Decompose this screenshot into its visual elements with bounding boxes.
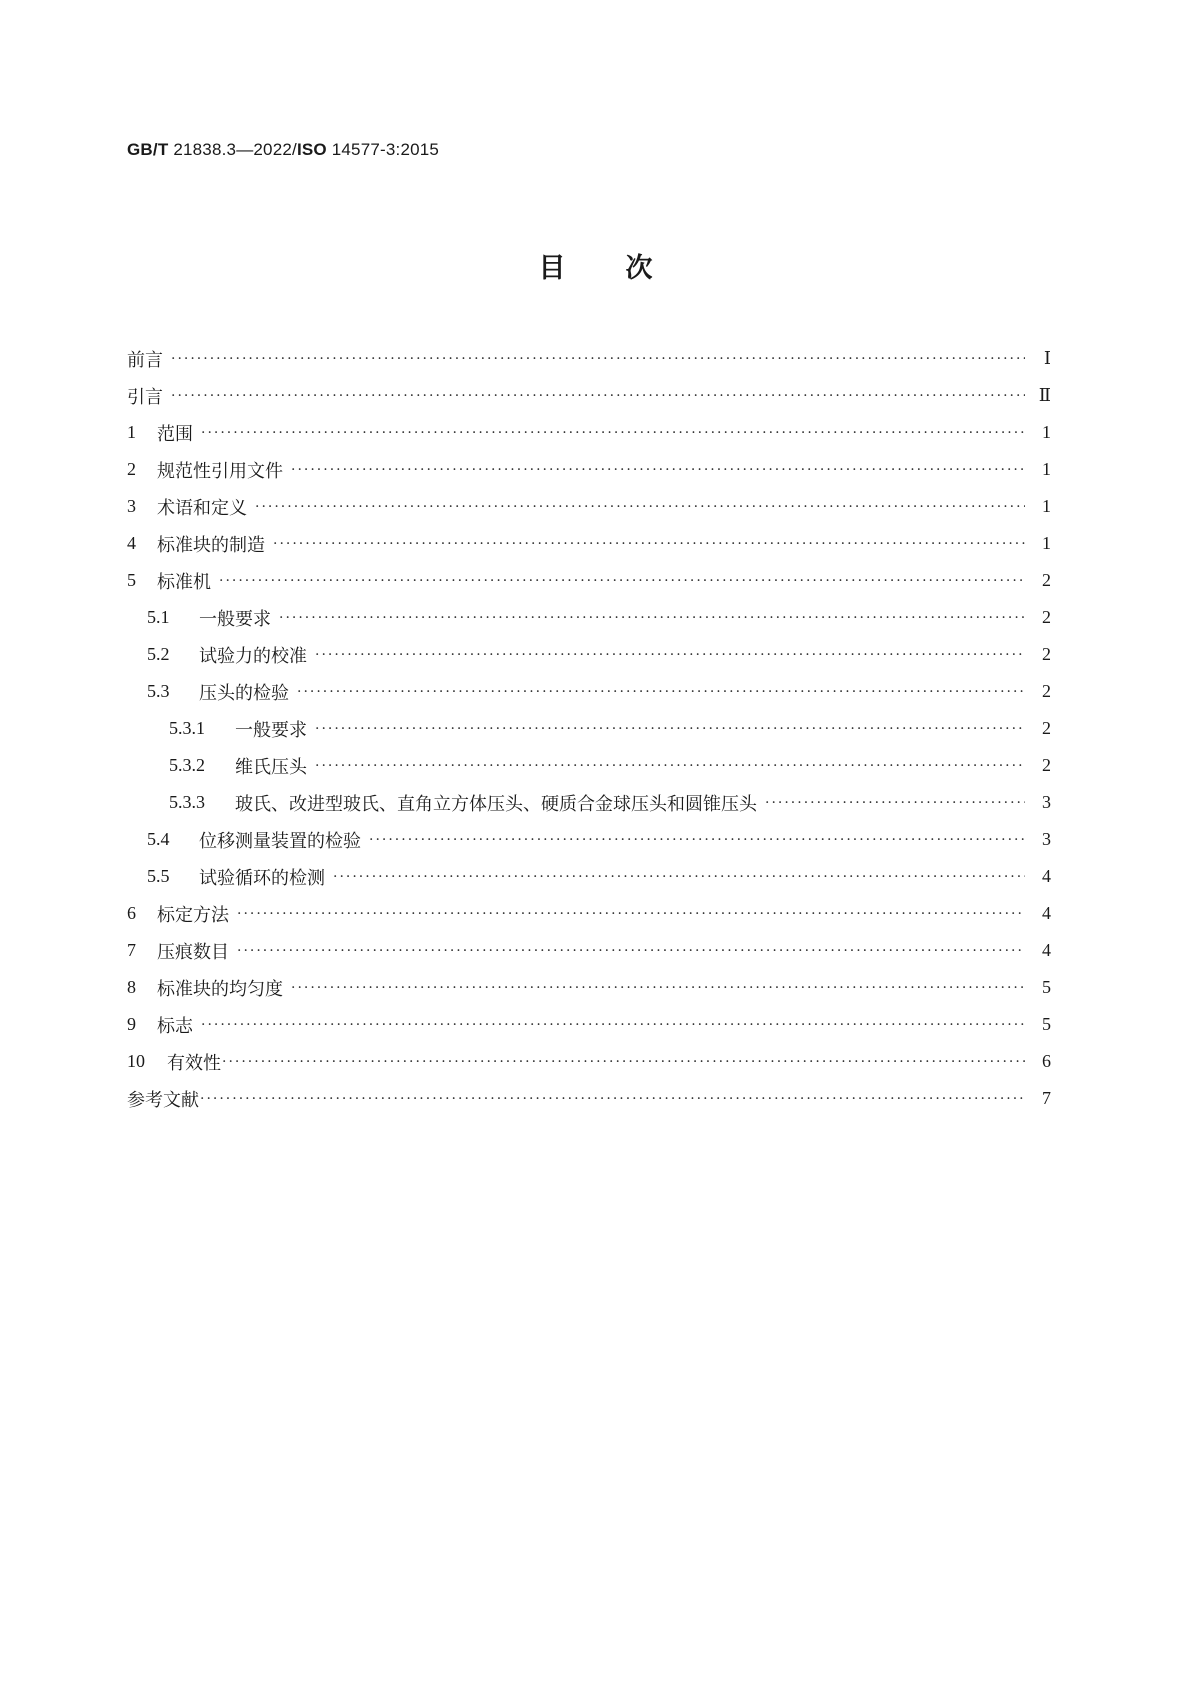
toc-number: 5.3 xyxy=(147,681,170,701)
toc-entry-9[interactable] xyxy=(127,1006,1051,1043)
toc-entry-5-5[interactable] xyxy=(127,858,1051,895)
toc-page-number: 2 xyxy=(1042,644,1051,664)
toc-number: 5 xyxy=(127,570,136,590)
toc-number: 5.1 xyxy=(147,607,170,627)
standard-prefix: GB/T xyxy=(127,140,169,159)
toc-page-number: 2 xyxy=(1042,755,1051,775)
toc-entry-7[interactable] xyxy=(127,932,1051,969)
page-title: 目次 xyxy=(538,253,713,284)
document-code-header xyxy=(127,140,439,160)
toc-leader-dots xyxy=(219,573,1025,589)
toc-label: 玻氏、改进型玻氏、直角立方体压头、硬质合金球压头和圆锥压头 xyxy=(235,793,757,815)
toc-leader-dots xyxy=(201,425,1025,441)
iso-number: 14577-3:2015 xyxy=(326,140,440,159)
toc-entry-2[interactable] xyxy=(127,451,1051,488)
toc-label: 压头的检验 xyxy=(199,682,289,704)
toc-entry-introduction[interactable] xyxy=(127,377,1051,414)
toc-leader-dots xyxy=(222,1054,1025,1070)
toc-number: 2 xyxy=(127,459,136,479)
toc-page-number: 4 xyxy=(1042,940,1051,960)
toc-page-number: 3 xyxy=(1042,792,1051,812)
toc-leader-dots xyxy=(237,906,1025,922)
toc-page-number: 5 xyxy=(1042,1014,1051,1034)
toc-page-number: 2 xyxy=(1042,607,1051,627)
toc-leader-dots xyxy=(315,758,1025,774)
toc-leader-dots xyxy=(369,832,1025,848)
toc-leader-dots xyxy=(201,1017,1025,1033)
toc-number: 6 xyxy=(127,903,136,923)
toc-leader-dots xyxy=(291,980,1025,996)
toc-number: 7 xyxy=(127,940,136,960)
iso-prefix: ISO xyxy=(296,140,327,159)
toc-entry-5-1[interactable] xyxy=(127,599,1051,636)
toc-page-number: Ⅰ xyxy=(1043,348,1051,368)
toc-label: 引言 xyxy=(127,386,163,408)
toc-label: 维氏压头 xyxy=(235,756,307,778)
toc-label: 规范性引用文件 xyxy=(157,460,283,482)
toc-leader-dots xyxy=(279,610,1025,626)
toc-label: 一般要求 xyxy=(199,608,271,630)
toc-entry-foreword[interactable] xyxy=(127,340,1051,377)
toc-page-number: 2 xyxy=(1042,570,1051,590)
toc-leader-dots xyxy=(765,795,1025,811)
toc-entry-5-3-1[interactable] xyxy=(127,710,1051,747)
toc-number: 1 xyxy=(127,422,136,442)
table-of-contents xyxy=(127,340,1051,1117)
toc-label: 试验力的校准 xyxy=(199,645,307,667)
toc-entry-3[interactable] xyxy=(127,488,1051,525)
toc-entry-5-3-3[interactable] xyxy=(127,784,1051,821)
toc-leader-dots xyxy=(273,536,1025,552)
toc-number: 5.3.2 xyxy=(169,755,205,775)
toc-entry-bibliography[interactable] xyxy=(127,1080,1051,1117)
toc-number: 3 xyxy=(127,496,136,516)
toc-leader-dots xyxy=(171,388,1025,404)
toc-entry-5-3[interactable] xyxy=(127,673,1051,710)
standard-number: 21838.3—2022/ xyxy=(168,140,297,159)
toc-leader-dots xyxy=(291,462,1025,478)
toc-leader-dots xyxy=(315,647,1025,663)
toc-number: 5.3.1 xyxy=(169,718,205,738)
toc-leader-dots xyxy=(255,499,1025,515)
toc-label: 一般要求 xyxy=(235,719,307,741)
toc-number: 5.3.3 xyxy=(169,792,205,812)
toc-label: 术语和定义 xyxy=(157,497,247,519)
toc-label: 压痕数目 xyxy=(157,941,229,963)
toc-page-number: 1 xyxy=(1042,422,1051,442)
toc-number: 5.5 xyxy=(147,866,170,886)
toc-page-number: 4 xyxy=(1042,903,1051,923)
toc-entry-5-3-2[interactable] xyxy=(127,747,1051,784)
toc-label: 有效性 xyxy=(167,1052,221,1074)
toc-leader-dots xyxy=(237,943,1025,959)
toc-number: 5.4 xyxy=(147,829,170,849)
toc-entry-6[interactable] xyxy=(127,895,1051,932)
toc-page-number: Ⅱ xyxy=(1038,385,1051,405)
toc-label: 范围 xyxy=(157,423,193,445)
toc-leader-dots xyxy=(171,351,1025,367)
toc-page-number: 2 xyxy=(1042,681,1051,701)
toc-page-number: 4 xyxy=(1042,866,1051,886)
toc-number: 8 xyxy=(127,977,136,997)
toc-label: 试验循环的检测 xyxy=(199,867,325,889)
toc-label: 标准块的均匀度 xyxy=(157,978,283,1000)
toc-entry-10[interactable] xyxy=(127,1043,1051,1080)
toc-label: 参考文献 xyxy=(127,1089,199,1111)
toc-number: 10 xyxy=(127,1051,145,1071)
toc-label: 标准机 xyxy=(157,571,211,593)
toc-leader-dots xyxy=(333,869,1025,885)
toc-leader-dots xyxy=(315,721,1025,737)
toc-number: 9 xyxy=(127,1014,136,1034)
toc-entry-4[interactable] xyxy=(127,525,1051,562)
toc-page-number: 1 xyxy=(1042,496,1051,516)
toc-page-number: 2 xyxy=(1042,718,1051,738)
toc-leader-dots xyxy=(200,1091,1025,1107)
toc-entry-5[interactable] xyxy=(127,562,1051,599)
toc-label: 位移测量装置的检验 xyxy=(199,830,361,852)
toc-label: 标准块的制造 xyxy=(157,534,265,556)
toc-page-number: 6 xyxy=(1042,1051,1051,1071)
toc-page-number: 5 xyxy=(1042,977,1051,997)
toc-page-number: 7 xyxy=(1042,1088,1051,1108)
toc-entry-8[interactable] xyxy=(127,969,1051,1006)
toc-page-number: 1 xyxy=(1042,533,1051,553)
toc-entry-5-2[interactable] xyxy=(127,636,1051,673)
toc-leader-dots xyxy=(297,684,1025,700)
toc-label: 标志 xyxy=(157,1015,193,1037)
toc-entry-5-4[interactable] xyxy=(127,821,1051,858)
toc-page-number: 1 xyxy=(1042,459,1051,479)
toc-label: 标定方法 xyxy=(157,904,229,926)
toc-label: 前言 xyxy=(127,349,163,371)
toc-number: 5.2 xyxy=(147,644,170,664)
toc-number: 4 xyxy=(127,533,136,553)
toc-page-number: 3 xyxy=(1042,829,1051,849)
toc-entry-1[interactable] xyxy=(127,414,1051,451)
